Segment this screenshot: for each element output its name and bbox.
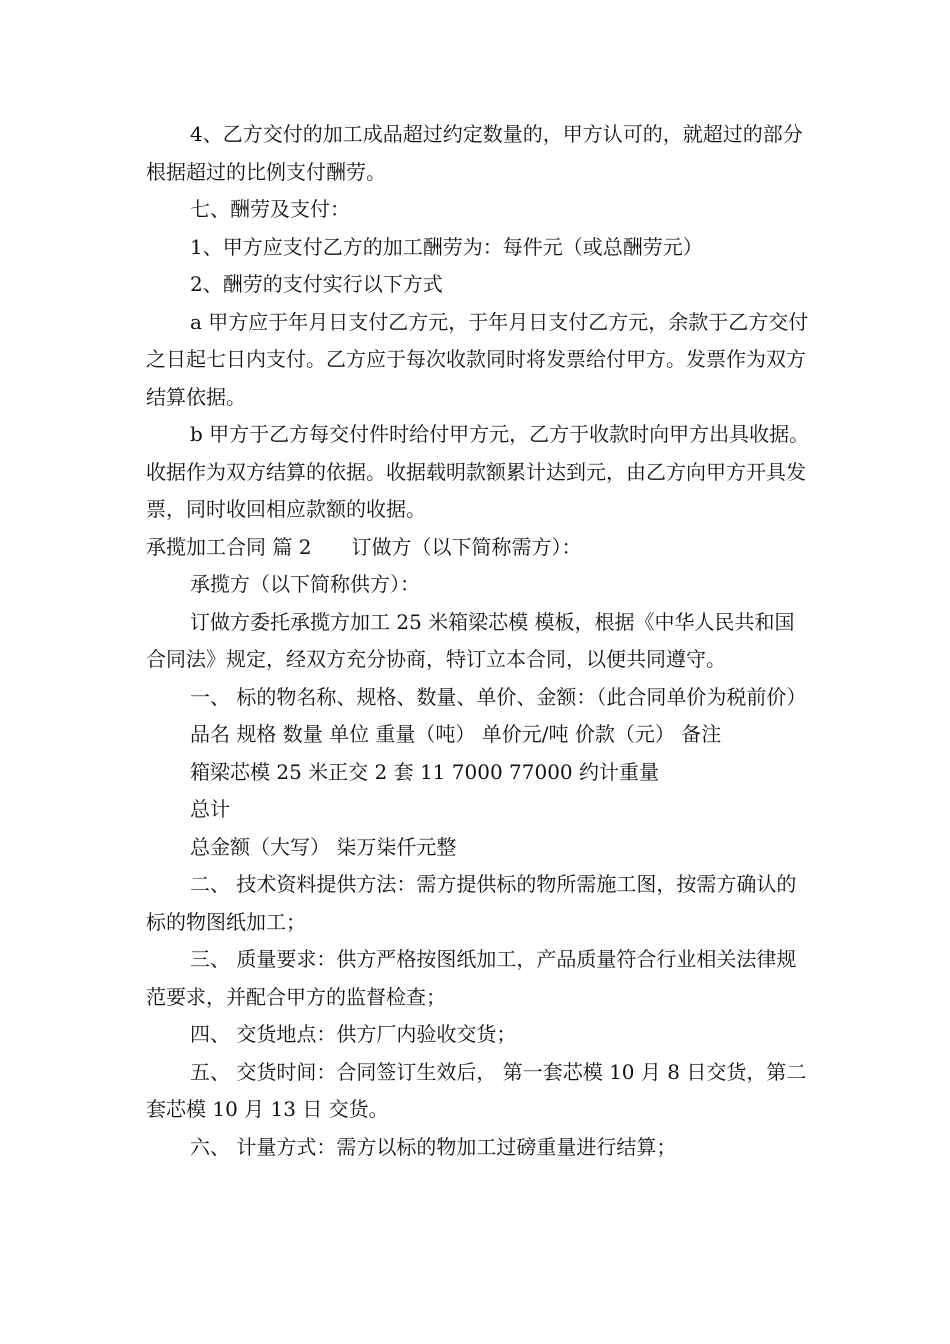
- section-6-measurement: 六、 计量方式：需方以标的物加工过磅重量进行结算；: [190, 1134, 677, 1159]
- section-2-technical-data: 二、 技术资料提供方法：需方提供标的物所需施工图，按需方确认的标的物图纸加工；: [146, 872, 797, 934]
- table-total-line: 总计: [190, 797, 230, 821]
- table-row-line: 箱梁芯模 25 米正交 2 套 11 7000 77000 约计重量: [190, 759, 660, 784]
- total-amount-uppercase: 总金额（大写） 柒万柒仟元整: [190, 834, 457, 859]
- paragraph-payment-option-b: b 甲方于乙方每交付件时给付甲方元，乙方于收款时向甲方出具收据。收据作为双方结算的依据。收据载明款额累计达到元，由乙方向甲方开具发票，同时收回相应款额的收据。: [146, 422, 810, 521]
- paragraph-contractor: 承揽方（以下简称供方）：: [190, 572, 420, 596]
- paragraph-payment-method: 2、酬劳的支付实行以下方式: [190, 272, 443, 296]
- section-1-subject: 一、 标的物名称、规格、数量、单价、金额：（此合同单价为税前价）: [190, 684, 807, 709]
- section-3-quality: 三、 质量要求：供方严格按图纸加工，产品质量符合行业相关法律规范要求，并配合甲方的监督检查；: [146, 947, 797, 1009]
- contract-2-title: 承揽加工合同 篇 2 订做方（以下简称需方）：: [146, 534, 582, 559]
- paragraph-commission: 订做方委托承揽方加工 25 米箱梁芯模 模板，根据《中华人民共和国合同法》规定，经双方充分协商，特订立本合同，以便共同遵守。: [146, 609, 795, 671]
- table-header-line: 品名 规格 数量 单位 重量（吨） 单价元/吨 价款（元） 备注: [190, 722, 722, 746]
- section-4-delivery-place: 四、 交货地点：供方厂内验收交货；: [190, 1022, 517, 1046]
- paragraph-remuneration-amount: 1、甲方应支付乙方的加工酬劳为：每件元（或总酬劳元）: [190, 234, 703, 259]
- section-5-delivery-time: 五、 交货时间：合同签订生效后， 第一套芯模 10 月 8 日交货，第二套芯模 10 月 13 日 交货。: [146, 1059, 807, 1121]
- paragraph-excess-quantity: 4、乙方交付的加工成品超过约定数量的，甲方认可的，就超过的部分根据超过的比例支付酬劳。: [146, 122, 803, 184]
- document-page: [146, 116, 810, 1166]
- heading-remuneration: 七、酬劳及支付：: [190, 197, 350, 221]
- paragraph-payment-option-a: a 甲方应于年月日支付乙方元，于年月日支付乙方元，余款于乙方交付之日起七日内支付。乙方应于每次收款同时将发票给付甲方。发票作为双方结算依据。: [146, 309, 809, 409]
